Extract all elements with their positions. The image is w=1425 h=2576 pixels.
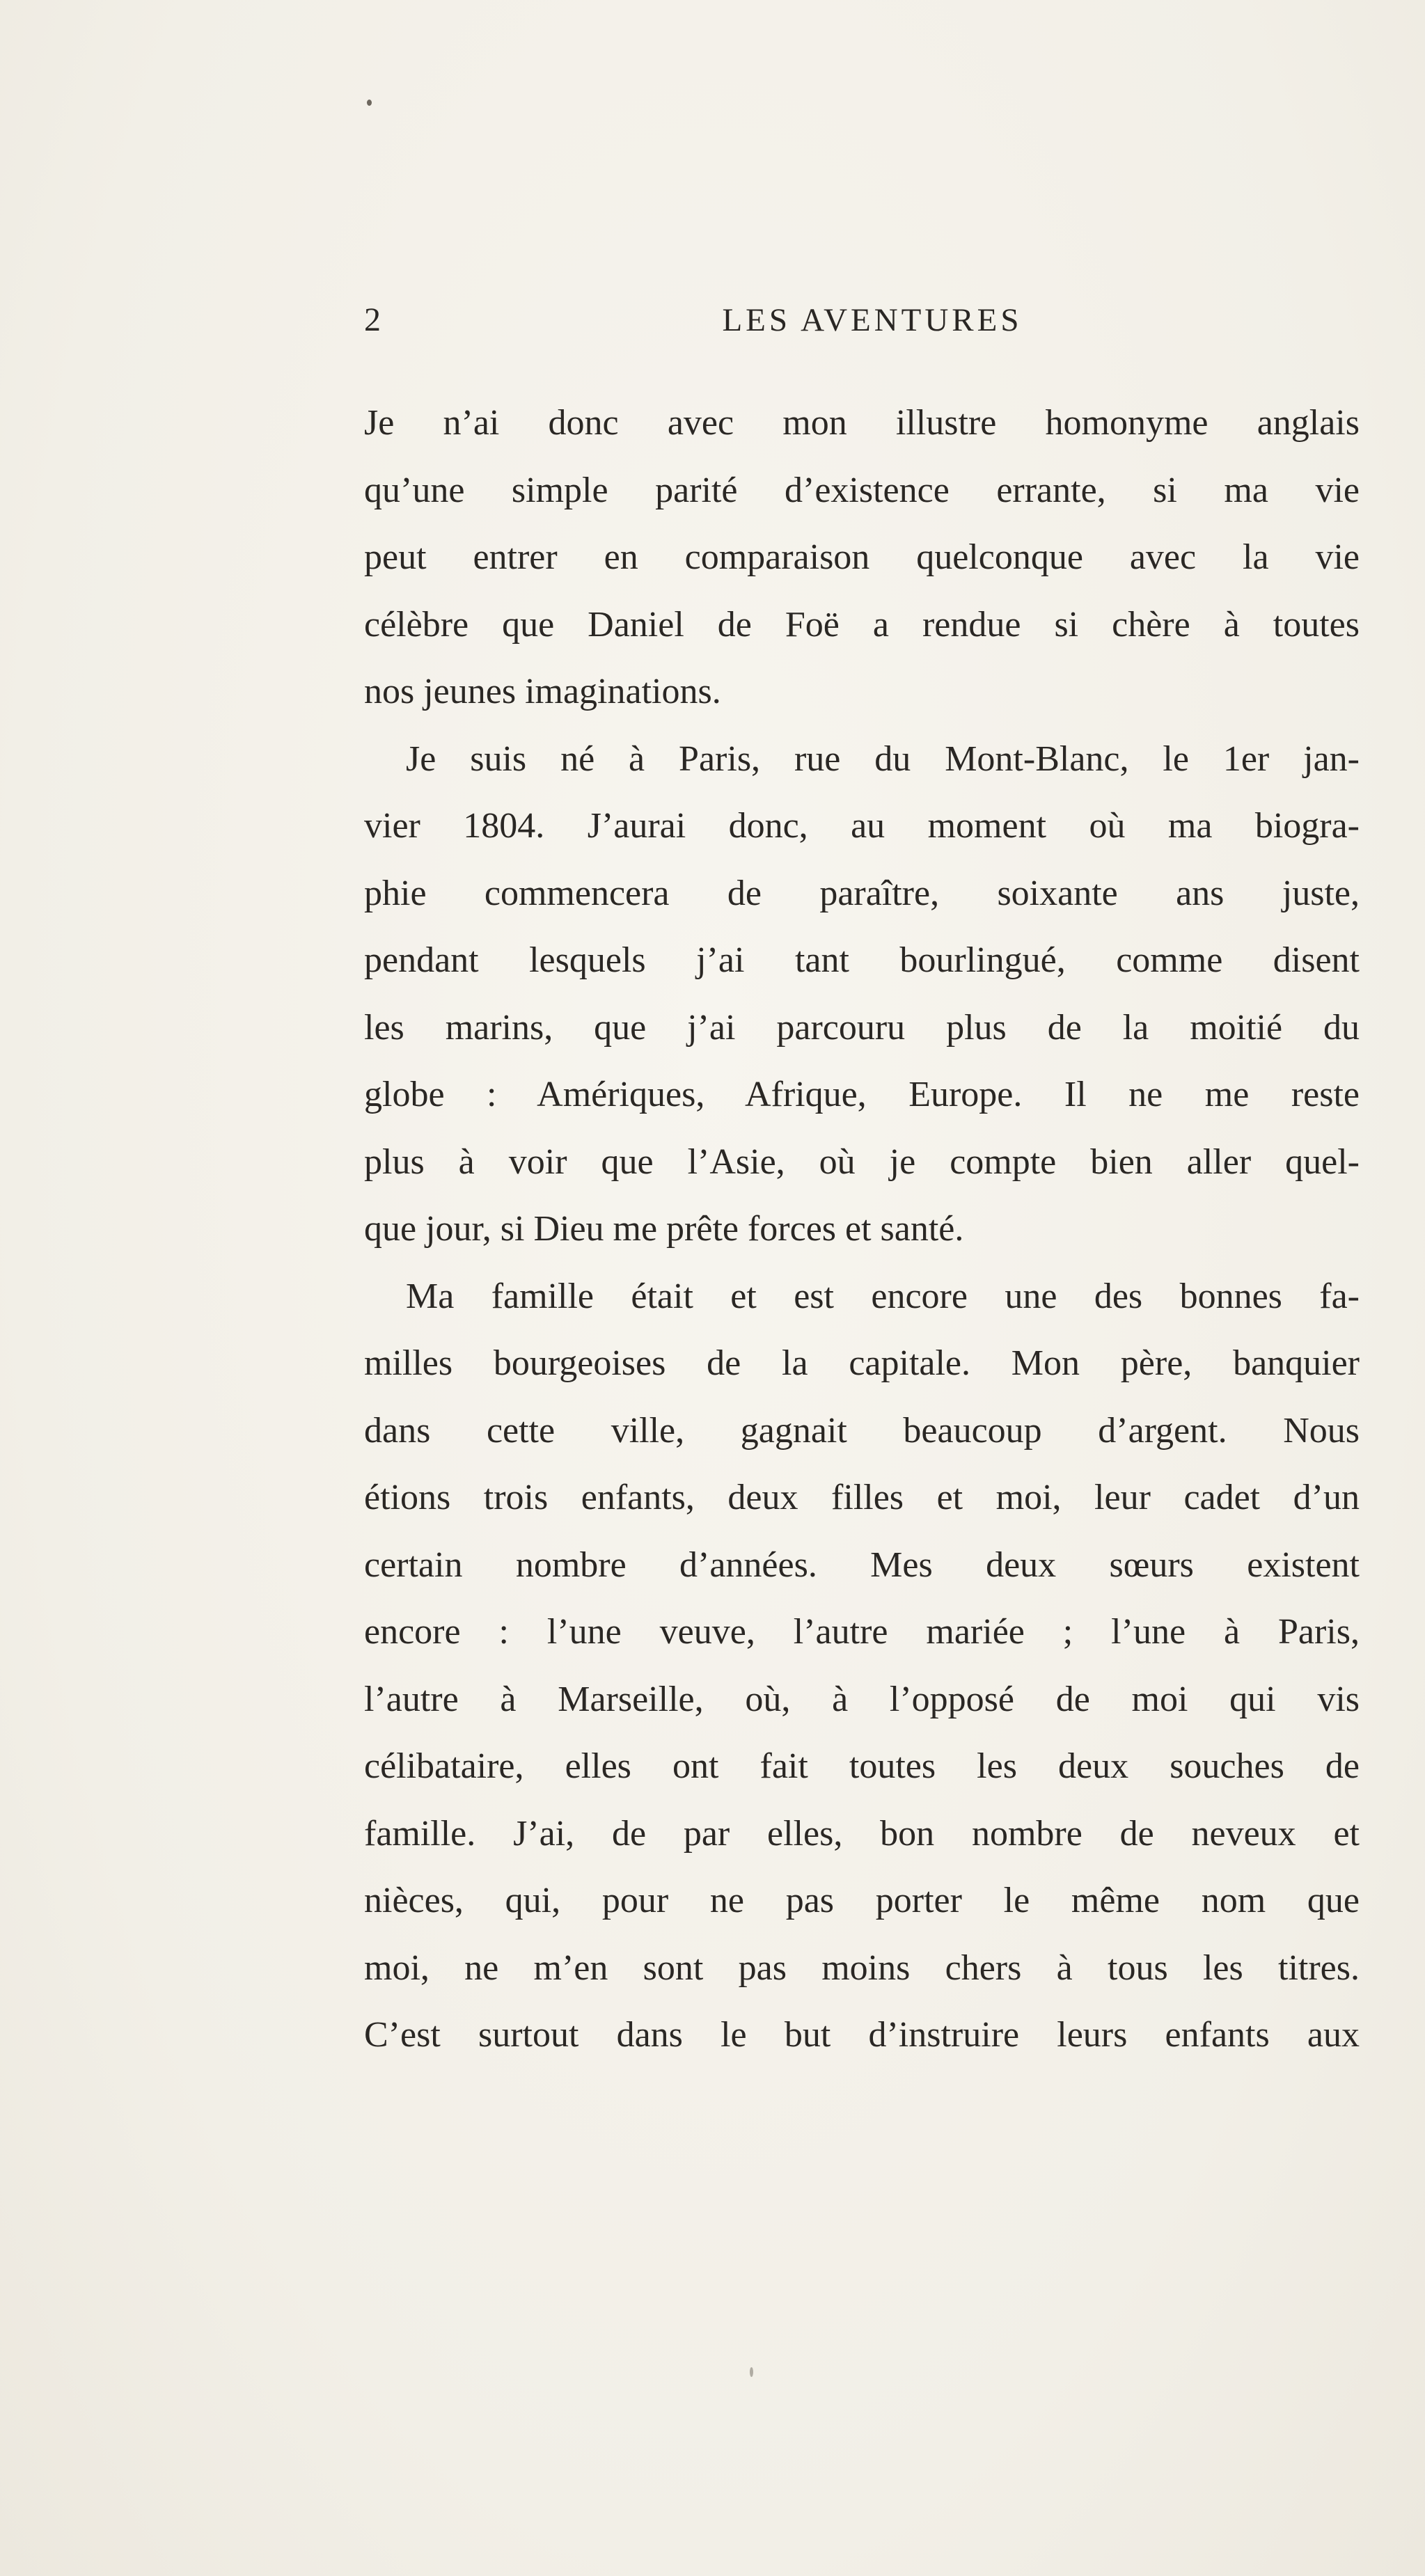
text-line: dans cette ville, gagnait beaucoup d’argent. Nous	[364, 1410, 1360, 1451]
text-line: moi, ne m’en sont pas moins chers à tous les titres.	[364, 1947, 1360, 1988]
body-text	[364, 390, 1360, 2069]
text-line: C’est surtout dans le but d’instruire leurs enfants aux	[364, 2015, 1360, 2055]
text-line: étions trois enfants, deux filles et moi, leur cadet d’un	[364, 1478, 1360, 1517]
text-line: nos jeunes imaginations.	[364, 672, 721, 711]
text-line: globe : Amériques, Afrique, Europe. Il ne me reste	[364, 1075, 1360, 1114]
text-line: peut entrer en comparaison quelconque avec la vie	[364, 537, 1360, 577]
text-line: famille. J’ai, de par elles, bon nombre de neveux et	[364, 1813, 1360, 1854]
text-line: vier 1804. J’aurai donc, au moment où ma biogra-	[364, 806, 1360, 846]
text-line: Je suis né à Paris, rue du Mont-Blanc, le 1er jan-	[406, 738, 1360, 779]
running-title: LES AVENTURES	[722, 302, 1023, 338]
text-line: milles bourgeoises de la capitale. Mon père, banquier	[364, 1343, 1360, 1383]
text-line: phie commencera de paraître, soixante ans juste,	[364, 873, 1360, 913]
text-line: pendant lesquels j’ai tant bourlingué, comme disent	[364, 940, 1360, 980]
text-line: nièces, qui, pour ne pas porter le même nom que	[364, 1881, 1360, 1920]
text-line: plus à voir que l’Asie, où je compte bien aller quel-	[364, 1141, 1360, 1182]
ink-speck	[367, 100, 372, 106]
text-line: l’autre à Marseille, où, à l’opposé de moi qui vis	[364, 1679, 1360, 1719]
text-line: encore : l’une veuve, l’autre mariée ; l’une à Paris,	[364, 1612, 1360, 1652]
text-line: qu’une simple parité d’existence errante, si ma vie	[364, 470, 1360, 510]
ink-speck	[750, 2367, 753, 2377]
text-line: que jour, si Dieu me prête forces et santé.	[364, 1209, 964, 1249]
text-line: célibataire, elles ont fait toutes les deux souches de	[364, 1746, 1360, 1786]
text-line: certain nombre d’années. Mes deux sœurs existent	[364, 1544, 1360, 1585]
text-line: les marins, que j’ai parcouru plus de la moitié du	[364, 1007, 1360, 1048]
text-line: Ma famille était et est encore une des bonnes fa-	[406, 1276, 1360, 1316]
page-number: 2	[364, 301, 381, 338]
running-header	[364, 296, 1360, 345]
text-line: célèbre que Daniel de Foë a rendue si chère à toutes	[364, 604, 1360, 645]
text-line: Je n’ai donc avec mon illustre homonyme anglais	[364, 403, 1360, 443]
